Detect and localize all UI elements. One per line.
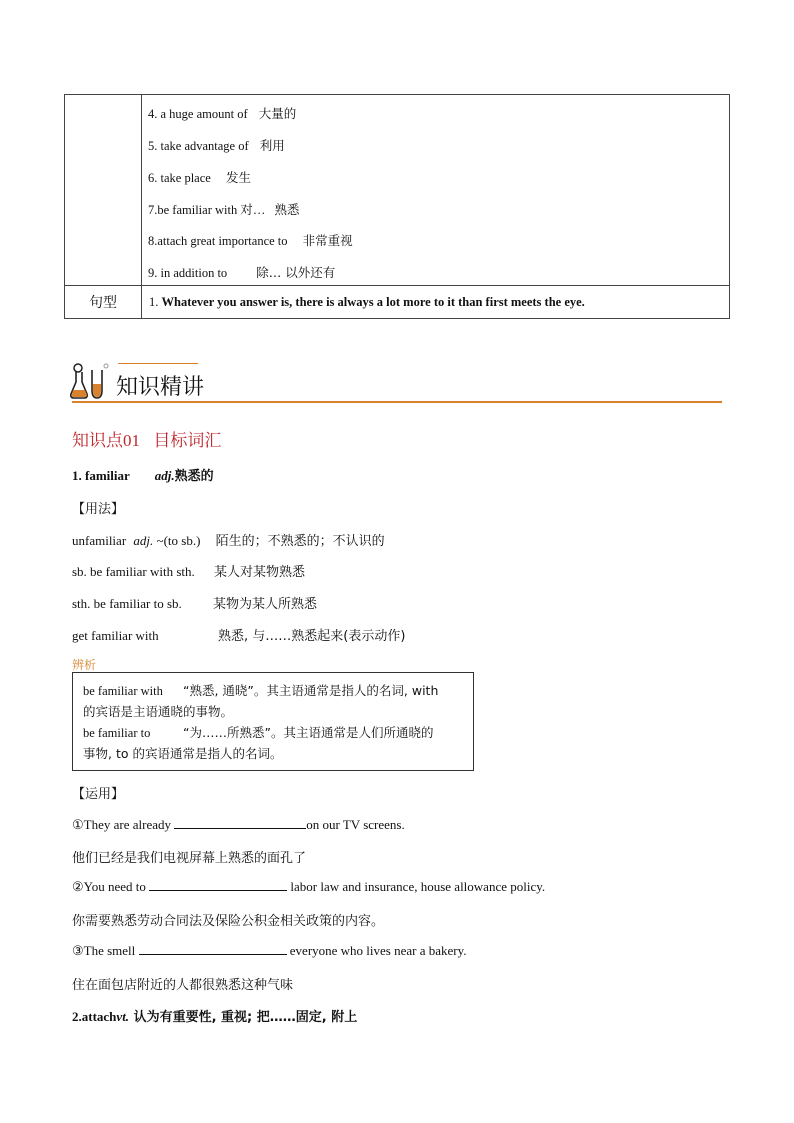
analysis-cn: 的宾语是主语通晓的事物。	[83, 704, 234, 719]
word-headword: 1. familiar	[72, 468, 130, 483]
vocab-row	[148, 263, 335, 281]
word-pos: adj.	[154, 468, 175, 483]
usage-en: sth. be familiar to sb.	[72, 596, 182, 611]
usage-cn: 熟悉, 与……熟悉起来(表示动作)	[218, 629, 406, 644]
vocab-meaning: 除… 以外还有	[256, 265, 336, 280]
vocab-phrase: 4. a huge amount of	[148, 107, 248, 121]
sentence-label: 句型	[89, 295, 117, 311]
vocab-meaning: 熟悉	[274, 202, 300, 217]
word-title	[72, 1006, 357, 1025]
word-meaning: 认为有重要性, 重视; 把……固定, 附上	[129, 1010, 358, 1025]
analysis-en: be familiar to	[83, 726, 151, 740]
analysis-cn: “熟悉, 通晓”。其主语通常是指人的名词, with	[183, 683, 439, 698]
practice-text: ③The smell	[72, 943, 139, 958]
section-top-rule	[118, 363, 198, 364]
vocab-row	[148, 168, 251, 186]
sentence-number: 1.	[149, 294, 159, 309]
practice-text: ②You need to	[72, 879, 150, 894]
table-vocab-cell	[142, 95, 730, 286]
table-sentence-cell	[142, 286, 730, 319]
usage-en: sb. be familiar with sth.	[72, 564, 195, 579]
practice-translation: 住在面包店附近的人都很熟悉这种气味	[72, 978, 294, 993]
practice-text: on our TV screens.	[306, 817, 405, 832]
table-label-cell	[65, 286, 142, 319]
vocab-meaning: 非常重视	[302, 233, 353, 248]
analysis-line	[83, 681, 438, 699]
word-headword: 2.attach	[72, 1009, 117, 1024]
analysis-line	[83, 723, 433, 741]
analysis-cn: “为……所熟悉”。其主语通常是人们所通晓的	[183, 725, 434, 740]
usage-label: 【用法】	[72, 502, 125, 517]
usage-en: get familiar with	[72, 628, 159, 643]
word-pos: vt.	[116, 1009, 130, 1024]
vocab-row	[148, 200, 299, 218]
answer-blank[interactable]	[149, 878, 287, 891]
word-meaning: 熟悉的	[174, 469, 214, 484]
vocab-row	[148, 136, 285, 154]
usage-row	[72, 561, 305, 580]
section-title: 知识精讲	[116, 375, 205, 400]
vocab-phrase: 9. in addition to	[148, 266, 228, 280]
practice-label: 【运用】	[72, 787, 125, 802]
analysis-box	[72, 672, 474, 771]
kp-number: 01	[123, 431, 140, 450]
vocab-phrase: 6. take place	[148, 171, 211, 185]
practice-item	[72, 942, 467, 959]
usage-cn: 某物为某人所熟悉	[213, 597, 318, 612]
vocab-phrase: 8.attach great importance to	[148, 234, 288, 248]
sentence-text: Whatever you answer is, there is always a lot more to it than first meets the eye.	[161, 294, 585, 309]
usage-cn: 陌生的；不熟悉的；不认识的	[215, 534, 385, 549]
usage-cn: 某人对某物熟悉	[214, 565, 306, 580]
usage-row	[72, 625, 405, 644]
vocab-row	[148, 104, 296, 122]
answer-blank[interactable]	[139, 942, 287, 955]
practice-translation: 他们已经是我们电视屏幕上熟悉的面孔了	[72, 851, 307, 866]
practice-translation: 你需要熟悉劳动合同法及保险公积金相关政策的内容。	[72, 914, 385, 929]
table-label-cell-empty	[65, 95, 142, 286]
vocab-row	[148, 231, 353, 249]
kp-label: 知识点	[72, 431, 123, 451]
usage-en: unfamiliar	[72, 533, 127, 548]
vocab-meaning: 发生	[225, 170, 251, 185]
analysis-en: be familiar with	[83, 684, 163, 698]
vocab-meaning: 利用	[259, 138, 285, 153]
analysis-line	[83, 744, 282, 762]
section-rule	[72, 401, 722, 403]
analysis-cn: 事物, to 的宾语通常是指人的名词。	[83, 746, 283, 761]
answer-blank[interactable]	[174, 816, 306, 829]
usage-row	[72, 593, 317, 612]
knowledge-point-heading	[72, 426, 221, 451]
word-title	[72, 465, 214, 484]
usage-row	[72, 530, 385, 549]
practice-item	[72, 816, 405, 833]
vocab-phrase: 7.be familiar with 对…	[148, 203, 266, 217]
flask-icon	[70, 360, 114, 400]
practice-text: labor law and insurance, house allowance policy.	[287, 879, 546, 894]
kp-title: 目标词汇	[153, 431, 222, 451]
practice-item	[72, 878, 545, 895]
analysis-line	[83, 702, 233, 720]
vocab-meaning: 大量的	[258, 106, 297, 121]
practice-text: ①They are already	[72, 817, 175, 832]
usage-en-tail: ~(to sb.)	[153, 533, 201, 548]
practice-text: everyone who lives near a bakery.	[286, 943, 467, 958]
vocab-phrase: 5. take advantage of	[148, 139, 249, 153]
usage-pos: adj.	[133, 533, 154, 548]
analysis-label: 辨析	[72, 658, 97, 672]
